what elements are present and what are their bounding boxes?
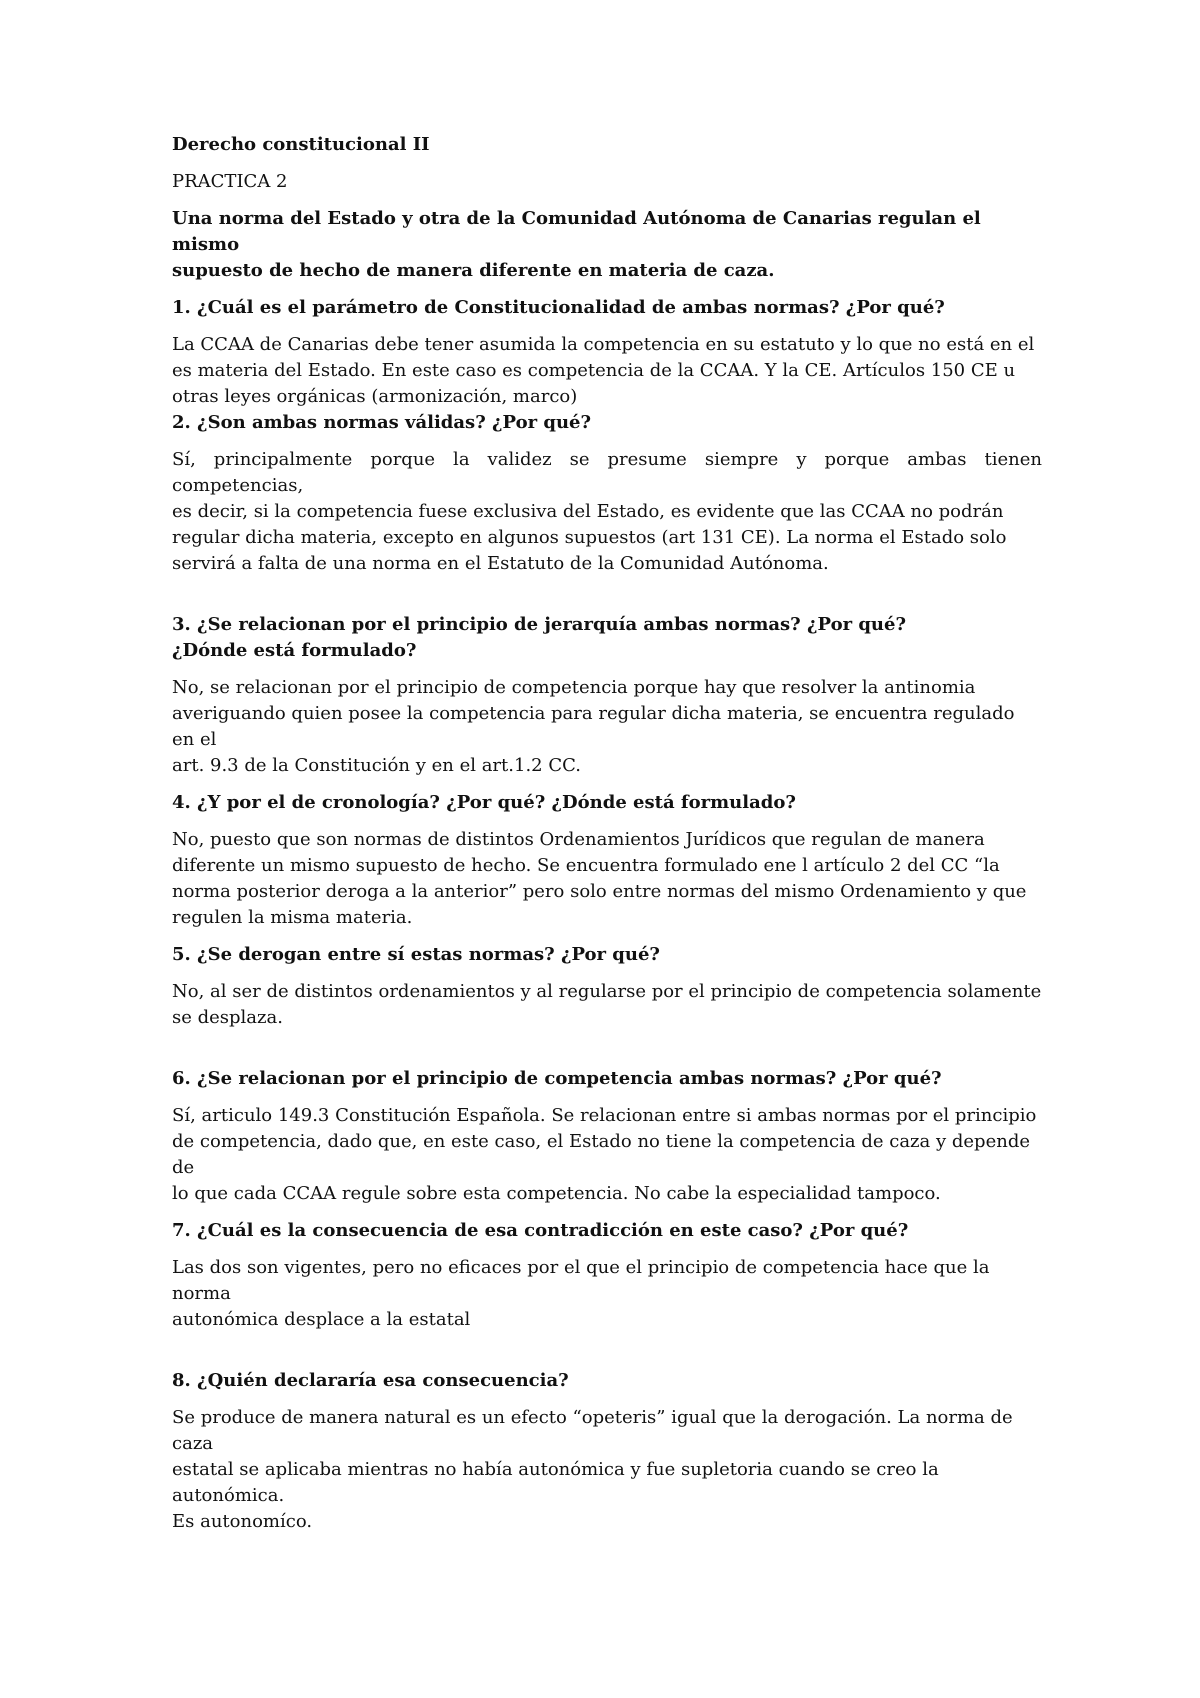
answer-8: [172, 1405, 1042, 1535]
answer-line: La CCAA de Canarias debe tener asumida la competencia en su estatuto y lo que no está en el: [172, 334, 1035, 355]
question-7: 7. ¿Cuál es la consecuencia de esa contradicción en este caso? ¿Por qué?: [172, 1220, 909, 1241]
answer-line: regular dicha materia, excepto en algunos supuestos (art 131 CE). La norma el Estado solo: [172, 527, 1007, 548]
document-page: [172, 132, 1042, 1546]
answer-3: [172, 675, 1042, 779]
question-block-4: [172, 790, 1042, 931]
question-block-5: [172, 942, 1042, 1031]
answer-line: Las dos son vigentes, pero no eficaces por el que el principio de competencia hace que la norma: [172, 1257, 990, 1304]
answer-line: Se produce de manera natural es un efecto “opeteris” igual que la derogación. La norma de caza: [172, 1407, 1013, 1454]
exercise-prompt: [172, 206, 1042, 284]
answer-7: [172, 1255, 1042, 1333]
spacer: [172, 1344, 1042, 1368]
question-6: 6. ¿Se relacionan por el principio de competencia ambas normas? ¿Por qué?: [172, 1068, 942, 1089]
answer-line: Sí, articulo 149.3 Constitución Española. Se relacionan entre si ambas normas por el principio: [172, 1105, 1037, 1126]
practica-label: PRACTICA 2: [172, 171, 288, 192]
answer-line: regulen la misma materia.: [172, 907, 413, 928]
question-block-1: [172, 295, 1042, 410]
answer-5: [172, 979, 1042, 1031]
answer-line: norma posterior deroga a la anterior” pero solo entre normas del mismo Ordenamiento y que: [172, 881, 1027, 902]
answer-line: Sí, principalmente porque la validez se presume siempre y porque ambas tienen competencias,: [172, 449, 1042, 496]
answer-4: [172, 827, 1042, 931]
answer-line: Es autonomíco.: [172, 1511, 313, 1532]
answer-line: se desplaza.: [172, 1007, 283, 1028]
question-5: 5. ¿Se derogan entre sí estas normas? ¿Por qué?: [172, 944, 660, 965]
answer-1: [172, 332, 1042, 410]
question-4: 4. ¿Y por el de cronología? ¿Por qué? ¿Dónde está formulado?: [172, 792, 796, 813]
document-title: Derecho constitucional II: [172, 134, 430, 155]
answer-line: No, se relacionan por el principio de competencia porque hay que resolver la antinomia: [172, 677, 976, 698]
question-8: 8. ¿Quién declararía esa consecuencia?: [172, 1370, 569, 1391]
answer-line: averiguando quien posee la competencia para regular dicha materia, se encuentra regulado en el: [172, 703, 1015, 750]
question-line: 3. ¿Se relacionan por el principio de jerarquía ambas normas? ¿Por qué?: [172, 614, 907, 635]
answer-line: No, puesto que son normas de distintos Ordenamientos Jurídicos que regulan de manera: [172, 829, 985, 850]
answer-line: es materia del Estado. En este caso es competencia de la CCAA. Y la CE. Artículos 150 CE u: [172, 360, 1016, 381]
question-block-8: [172, 1368, 1042, 1535]
answer-2: [172, 447, 1042, 577]
answer-line: art. 9.3 de la Constitución y en el art.1.2 CC.: [172, 755, 581, 776]
question-3: [172, 612, 1042, 664]
answer-line: otras leyes orgánicas (armonización, marco): [172, 386, 578, 407]
answer-line: No, al ser de distintos ordenamientos y al regularse por el principio de competencia solamente: [172, 981, 1042, 1002]
answer-line: diferente un mismo supuesto de hecho. Se encuentra formulado ene l artículo 2 del CC “la: [172, 855, 1000, 876]
question-block-6: [172, 1066, 1042, 1207]
answer-line: es decir, si la competencia fuese exclusiva del Estado, es evidente que las CCAA no podrán: [172, 501, 1004, 522]
question-line: ¿Dónde está formulado?: [172, 640, 417, 661]
answer-6: [172, 1103, 1042, 1207]
answer-line: de competencia, dado que, en este caso, el Estado no tiene la competencia de caza y depende de: [172, 1131, 1030, 1178]
question-block-3: [172, 612, 1042, 779]
answer-line: lo que cada CCAA regule sobre esta competencia. No cabe la especialidad tampoco.: [172, 1183, 941, 1204]
prompt-line: supuesto de hecho de manera diferente en materia de caza.: [172, 260, 775, 281]
question-block-7: [172, 1218, 1042, 1333]
question-block-2: [172, 410, 1042, 577]
spacer: [172, 588, 1042, 612]
prompt-line: Una norma del Estado y otra de la Comunidad Autónoma de Canarias regulan el mismo: [172, 208, 981, 255]
question-1: 1. ¿Cuál es el parámetro de Constitucionalidad de ambas normas? ¿Por qué?: [172, 297, 945, 318]
answer-line: estatal se aplicaba mientras no había autonómica y fue supletoria cuando se creo la autonómica.: [172, 1459, 939, 1506]
spacer: [172, 1042, 1042, 1066]
answer-line: servirá a falta de una norma en el Estatuto de la Comunidad Autónoma.: [172, 553, 829, 574]
answer-line: autonómica desplace a la estatal: [172, 1309, 471, 1330]
question-2: 2. ¿Son ambas normas válidas? ¿Por qué?: [172, 412, 592, 433]
